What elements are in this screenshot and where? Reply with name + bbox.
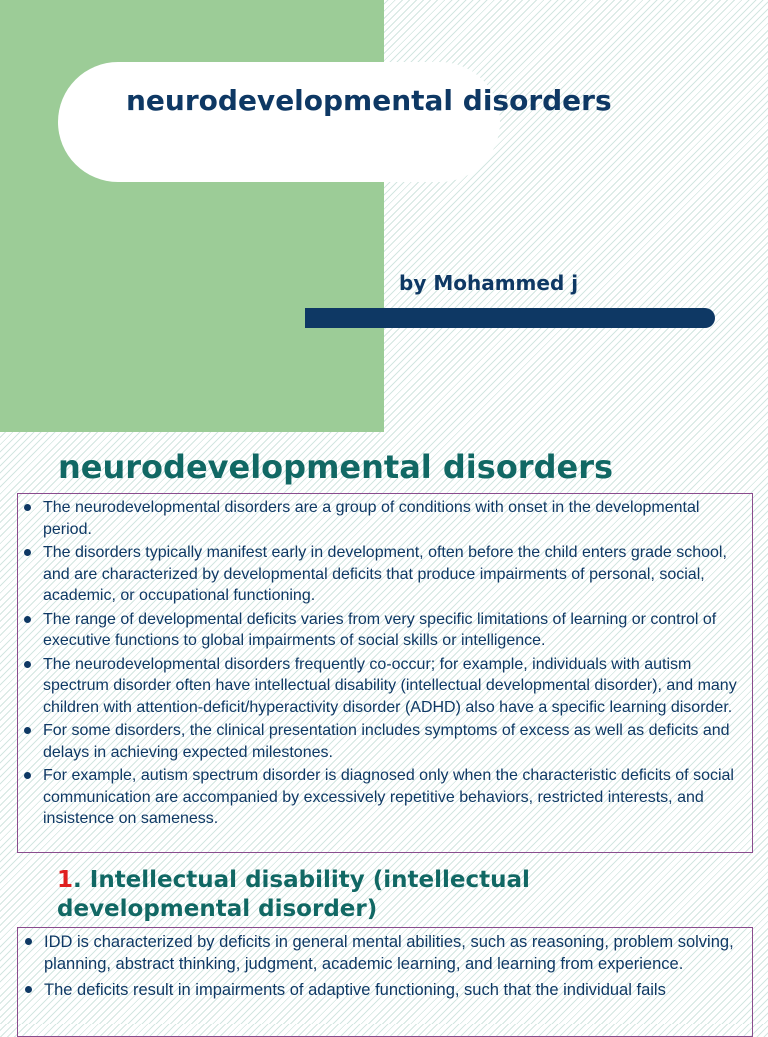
bullet-icon bbox=[24, 661, 31, 668]
list-item: IDD is characterized by deficits in general mental abilities, such as reasoning, problem solving, planning, abstract thinking, judgment, academic learning, and learning from experience. bbox=[44, 931, 746, 975]
accent-bar bbox=[305, 308, 715, 328]
title-slide bbox=[0, 0, 768, 432]
title-pill bbox=[58, 62, 500, 182]
bullet-list bbox=[44, 931, 746, 1001]
bullet-box bbox=[17, 927, 753, 1037]
slide-title: neurodevelopmental disorders bbox=[126, 84, 612, 117]
section-number: 1 bbox=[57, 867, 74, 893]
list-item: The neurodevelopmental disorders frequently co-occur; for example, individuals with autism spectrum disorder often have intellectual disability (intellectual developmental disorder), and many children with attention-deficit/hyperactivity disorder (ADHD) also have a specific learning disorder. bbox=[43, 654, 746, 719]
bullet-icon bbox=[25, 986, 32, 993]
list-item: The range of developmental deficits varies from very specific limitations of learning or control of executive functions to global impairments of social skills or intelligence. bbox=[43, 609, 746, 652]
section-heading-text: . Intellectual disability (intellectual developmental disorder) bbox=[57, 867, 530, 922]
section-heading bbox=[57, 866, 717, 924]
bullet-box bbox=[17, 493, 753, 853]
author-subtitle: by Mohammed j bbox=[399, 271, 579, 295]
list-item: For some disorders, the clinical presentation includes symptoms of excess as well as deficits and delays in achieving expected milestones. bbox=[43, 720, 746, 763]
list-item: For example, autism spectrum disorder is diagnosed only when the characteristic deficits of social communication are accompanied by excessively repetitive behaviors, restricted interests, and insistence on sameness. bbox=[43, 765, 746, 830]
bullet-icon bbox=[25, 938, 32, 945]
bullet-icon bbox=[24, 549, 31, 556]
bullet-icon bbox=[24, 727, 31, 734]
section-title: neurodevelopmental disorders bbox=[58, 448, 614, 486]
bullet-list bbox=[43, 497, 746, 830]
bullet-icon bbox=[24, 616, 31, 623]
bullet-icon bbox=[24, 504, 31, 511]
bullet-icon bbox=[24, 772, 31, 779]
list-item: The disorders typically manifest early in development, often before the child enters grade school, and are characterized by developmental deficits that produce impairments of personal, social, academic, or occupational functioning. bbox=[43, 542, 746, 607]
list-item: The deficits result in impairments of adaptive functioning, such that the individual fails bbox=[44, 979, 746, 1001]
list-item: The neurodevelopmental disorders are a group of conditions with onset in the developmental period. bbox=[43, 497, 746, 540]
